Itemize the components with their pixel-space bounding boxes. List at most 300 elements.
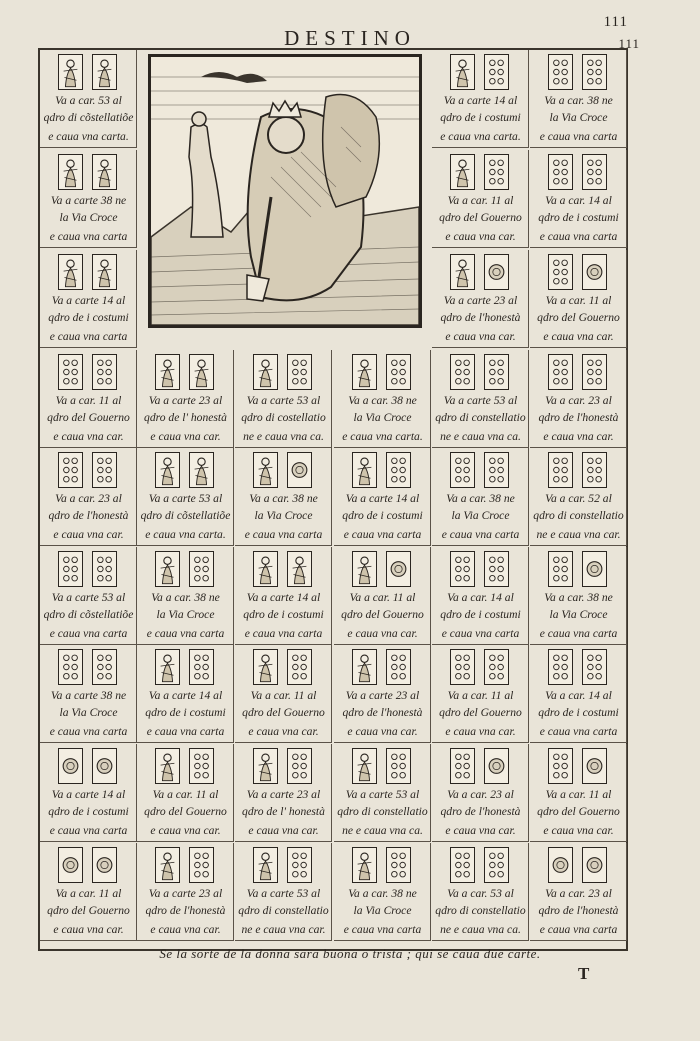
figure-card-icon [253, 452, 278, 488]
card-pair [530, 551, 626, 589]
card-pair [530, 54, 626, 92]
cell-text-line: la Via Croce [549, 111, 608, 124]
cell-text-line: la Via Croce [254, 509, 313, 522]
cell-text-line: Va a car. 11 al [55, 887, 122, 900]
figure-card-icon [189, 354, 214, 390]
figure-card-icon [58, 154, 83, 190]
cell-text-line: e caua vna carta [539, 627, 618, 640]
pips-card-icon [548, 551, 573, 587]
cell-text-line: e caua vna carta [539, 230, 618, 243]
table-cell [40, 744, 137, 842]
card-pair [432, 649, 528, 687]
cell-text-line: e caua vna carta. [342, 430, 423, 443]
table-cell [334, 547, 431, 645]
cell-text-line: Va a car. 38 ne [446, 492, 515, 505]
cell-text-line: e caua vna carta [244, 627, 323, 640]
footer-caption: Se la sorte de la donna sara buona o trista ; qui se caua due carte. [159, 946, 541, 961]
table-cell [137, 744, 234, 842]
figure-card-icon [287, 551, 312, 587]
cell-text-line: e caua vna car. [445, 230, 516, 243]
table-cell [40, 350, 137, 448]
cell-text-line: Va a car. 11 al [55, 394, 122, 407]
coin-card-icon [92, 847, 117, 883]
cell-text-line: Va a car. 14 al [447, 591, 514, 604]
cell-text-line: e caua vna carta [49, 230, 128, 243]
table-cell [432, 50, 529, 148]
pips-card-icon [92, 551, 117, 587]
card-pair [530, 254, 626, 292]
pips-card-icon [386, 748, 411, 784]
cell-text-line: Va a car. 23 al [545, 394, 612, 407]
pips-card-icon [582, 649, 607, 685]
cell-text-line: Va a carte 53 al [246, 394, 321, 407]
table-cell [334, 645, 431, 743]
cell-text-line: Va a car. 11 al [447, 689, 514, 702]
card-pair [235, 354, 331, 392]
cell-text-line: Va a car. 11 al [250, 689, 317, 702]
figure-card-icon [253, 748, 278, 784]
cell-text-line: la Via Croce [353, 904, 412, 917]
coin-card-icon [58, 847, 83, 883]
cell-text-line: qdro de l'honestà [538, 904, 619, 917]
table-cell [530, 350, 627, 448]
cell-text-line: qdro del Gouerno [439, 211, 522, 224]
cell-text-line: qdro de l'honestà [440, 805, 521, 818]
table-cell [40, 150, 137, 248]
cell-text-line: qdro del Gouerno [47, 904, 130, 917]
card-pair [137, 649, 233, 687]
cell-text-line: Va a car. 38 ne [544, 591, 613, 604]
cell-text-line: e caua vna car. [53, 923, 124, 936]
cell-text-line: qdro di costellatio [241, 411, 326, 424]
cell-text-line: qdro de i costumi [440, 608, 521, 621]
coin-card-icon [548, 847, 573, 883]
cell-text-line: qdro de i costumi [145, 706, 226, 719]
pips-card-icon [450, 748, 475, 784]
figure-card-icon [352, 748, 377, 784]
figure-card-icon [450, 254, 475, 290]
pips-card-icon [386, 452, 411, 488]
cell-text-line: e caua vna carta [539, 130, 618, 143]
cell-text-line: Va a car. 11 al [545, 788, 612, 801]
figure-card-icon [352, 649, 377, 685]
cell-text-line: Va a car. 38 ne [151, 591, 220, 604]
pips-card-icon [450, 847, 475, 883]
pips-card-icon [287, 354, 312, 390]
table-cell [432, 150, 529, 248]
pips-card-icon [189, 551, 214, 587]
pips-card-icon [582, 452, 607, 488]
pips-card-icon [484, 649, 509, 685]
coin-card-icon [582, 551, 607, 587]
cell-text-line: e caua vna carta [343, 923, 422, 936]
cell-text-line: Va a car. 23 al [447, 788, 514, 801]
cell-text-line: e caua vna carta. [145, 528, 226, 541]
pips-card-icon [58, 649, 83, 685]
cell-text-line: la Via Croce [353, 411, 412, 424]
cell-text-line: qdro del Gouerno [144, 805, 227, 818]
card-pair [334, 551, 430, 589]
cell-text-line: Va a car. 38 ne [348, 394, 417, 407]
figure-card-icon [189, 452, 214, 488]
card-pair [40, 54, 136, 92]
cell-text-line: ne e caua vna ca. [342, 824, 423, 837]
card-pair [432, 154, 528, 192]
table-cell [235, 448, 332, 546]
cell-text-line: ne e caua vna ca. [440, 430, 521, 443]
cell-text-line: Va a car. 14 al [545, 689, 612, 702]
table-cell [530, 547, 627, 645]
card-pair [40, 154, 136, 192]
cell-text-line: Va a carte 53 al [345, 788, 420, 801]
table-cell [137, 448, 234, 546]
table-cell [40, 50, 137, 148]
figure-card-icon [155, 649, 180, 685]
card-pair [432, 354, 528, 392]
pips-card-icon [548, 649, 573, 685]
figure-card-icon [352, 354, 377, 390]
cell-text-line: qdro del Gouerno [439, 706, 522, 719]
figure-card-icon [450, 54, 475, 90]
cell-text-line: qdro di cõstellatiõe [43, 608, 134, 621]
coin-card-icon [582, 748, 607, 784]
cell-text-line: e caua vna carta. [440, 130, 521, 143]
table-cell [40, 448, 137, 546]
cell-text-line: qdro de l' honestà [144, 411, 227, 424]
pips-card-icon [548, 748, 573, 784]
pips-card-icon [287, 748, 312, 784]
cell-text-line: Va a carte 23 al [148, 887, 223, 900]
pips-card-icon [582, 354, 607, 390]
table-cell [334, 843, 431, 941]
cell-text-line: Va a carte 53 al [246, 887, 321, 900]
pips-card-icon [548, 154, 573, 190]
cell-text-line: qdro de i costumi [48, 311, 129, 324]
cell-text-line: e caua vna carta [49, 725, 128, 738]
card-pair [530, 452, 626, 490]
pips-card-icon [484, 354, 509, 390]
cell-text-line: la Via Croce [59, 706, 118, 719]
cell-text-line: qdro di constellatio [435, 904, 526, 917]
card-pair [334, 748, 430, 786]
table-cell [235, 843, 332, 941]
coin-card-icon [484, 748, 509, 784]
cell-text-line: Va a car. 53 al [55, 94, 122, 107]
card-pair [137, 551, 233, 589]
page-title: DESTINO [284, 26, 416, 50]
pips-card-icon [548, 354, 573, 390]
pips-card-icon [287, 847, 312, 883]
cell-text-line: qdro di constellatio [435, 411, 526, 424]
cell-text-line: Va a carte 14 al [51, 788, 126, 801]
cell-text-line: qdro di cõstellatiõe [140, 509, 231, 522]
cell-text-line: qdro de l'honestà [538, 411, 619, 424]
cell-text-line: e caua vna car. [53, 528, 124, 541]
table-cell [530, 843, 627, 941]
table-cell [40, 843, 137, 941]
cell-text-line: e caua vna carta [146, 627, 225, 640]
cell-text-line: qdro de i costumi [440, 111, 521, 124]
table-cell [137, 350, 234, 448]
cell-text-line: e caua vna car. [445, 330, 516, 343]
card-pair [40, 847, 136, 885]
figure-card-icon [352, 847, 377, 883]
coin-card-icon [386, 551, 411, 587]
table-cell [235, 744, 332, 842]
cell-text-line: e caua vna carta [49, 627, 128, 640]
cell-text-line: Va a car. 11 al [545, 294, 612, 307]
pips-card-icon [484, 54, 509, 90]
pips-card-icon [386, 649, 411, 685]
table-cell [432, 843, 529, 941]
card-pair [235, 551, 331, 589]
card-pair [137, 354, 233, 392]
cell-text-line: Va a car. 23 al [545, 887, 612, 900]
cell-text-line: ne e caua vna ca. [440, 923, 521, 936]
cell-text-line: la Via Croce [59, 211, 118, 224]
table-cell [530, 744, 627, 842]
pips-card-icon [548, 54, 573, 90]
coin-card-icon [287, 452, 312, 488]
card-pair [530, 354, 626, 392]
figure-card-icon [253, 354, 278, 390]
pips-card-icon [582, 54, 607, 90]
card-pair [432, 452, 528, 490]
cell-text-line: e caua vna car. [53, 430, 124, 443]
cell-text-line: la Via Croce [156, 608, 215, 621]
cell-text-line: e caua vna car. [543, 330, 614, 343]
cell-text-line: Va a carte 14 al [51, 294, 126, 307]
table-cell [334, 744, 431, 842]
figure-card-icon [450, 154, 475, 190]
card-pair [235, 847, 331, 885]
table-cell [235, 350, 332, 448]
cell-text-line: Va a carte 14 al [148, 689, 223, 702]
pips-card-icon [484, 847, 509, 883]
pips-card-icon [189, 748, 214, 784]
table-cell [235, 645, 332, 743]
pips-card-icon [386, 847, 411, 883]
card-pair [40, 254, 136, 292]
card-pair [40, 452, 136, 490]
card-pair [235, 452, 331, 490]
pips-card-icon [189, 847, 214, 883]
cell-text-line: Va a car. 23 al [55, 492, 122, 505]
table-cell [137, 645, 234, 743]
cell-text-line: ne e caua vna car. [536, 528, 621, 541]
cell-text-line: e caua vna car. [543, 430, 614, 443]
card-pair [137, 847, 233, 885]
cell-text-line: qdro del Gouerno [341, 608, 424, 621]
figure-card-icon [92, 254, 117, 290]
figure-card-icon [58, 254, 83, 290]
coin-card-icon [582, 254, 607, 290]
cell-text-line: qdro del Gouerno [242, 706, 325, 719]
coin-card-icon [582, 847, 607, 883]
card-pair [334, 649, 430, 687]
figure-card-icon [155, 551, 180, 587]
cell-text-line: e caua vna car. [445, 725, 516, 738]
card-pair [432, 551, 528, 589]
cell-text-line: Va a carte 53 al [443, 394, 518, 407]
figure-card-icon [58, 54, 83, 90]
cell-text-line: Va a car. 38 ne [544, 94, 613, 107]
card-pair [432, 54, 528, 92]
pips-card-icon [484, 154, 509, 190]
card-pair [432, 847, 528, 885]
card-pair [530, 847, 626, 885]
pips-card-icon [58, 452, 83, 488]
cell-text-line: qdro del Gouerno [537, 805, 620, 818]
cell-text-line: qdro de i costumi [243, 608, 324, 621]
cell-text-line: e caua vna car. [150, 923, 221, 936]
pips-card-icon [548, 452, 573, 488]
table-cell [432, 744, 529, 842]
cell-text-line: Va a carte 23 al [443, 294, 518, 307]
card-pair [432, 254, 528, 292]
figure-card-icon [253, 847, 278, 883]
figure-card-icon [155, 452, 180, 488]
pips-card-icon [548, 254, 573, 290]
cell-text-line: Va a car. 38 ne [348, 887, 417, 900]
figure-card-icon [253, 649, 278, 685]
table-cell [40, 645, 137, 743]
cell-text-line: qdro de i costumi [342, 509, 423, 522]
coin-card-icon [58, 748, 83, 784]
pips-card-icon [92, 354, 117, 390]
cell-text-line: qdro di constellatio [238, 904, 329, 917]
cell-text-line: qdro de i costumi [48, 805, 129, 818]
card-pair [334, 452, 430, 490]
pips-card-icon [92, 649, 117, 685]
cell-text-line: la Via Croce [549, 608, 608, 621]
table-cell [530, 50, 627, 148]
cell-text-line: e caua vna car. [248, 824, 319, 837]
pips-card-icon [386, 354, 411, 390]
cell-text-line: la Via Croce [451, 509, 510, 522]
card-pair [235, 649, 331, 687]
cell-text-line: qdro di cõstellatiõe [43, 111, 134, 124]
table-cell [40, 250, 137, 348]
card-pair [137, 748, 233, 786]
cell-text-line: e caua vna car. [150, 430, 221, 443]
table-cell [530, 448, 627, 546]
cell-text-line: e caua vna carta [49, 330, 128, 343]
cell-text-line: Va a car. 11 al [349, 591, 416, 604]
cell-text-line: qdro de l'honestà [145, 904, 226, 917]
figure-card-icon [253, 551, 278, 587]
cell-text-line: Va a car. 52 al [545, 492, 612, 505]
cell-text-line: Va a carte 53 al [148, 492, 223, 505]
cell-text-line: Va a carte 38 ne [50, 689, 127, 702]
figure-card-icon [92, 154, 117, 190]
cell-text-line: Va a carte 53 al [51, 591, 126, 604]
cell-text-line: e caua vna carta [49, 824, 128, 837]
figure-card-icon [155, 847, 180, 883]
table-cell [137, 843, 234, 941]
table-cell [432, 547, 529, 645]
cell-text-line: e caua vna carta [539, 725, 618, 738]
signature-mark: T [578, 964, 590, 983]
cell-text-line: ne e caua vna car. [241, 923, 326, 936]
card-pair [40, 748, 136, 786]
cell-text-line: qdro de l'honestà [440, 311, 521, 324]
pips-card-icon [189, 649, 214, 685]
page-number-repeat: 111 [618, 36, 640, 51]
cell-text-line: qdro de i costumi [538, 706, 619, 719]
cell-text-line: ne e caua vna ca. [243, 430, 324, 443]
cell-text-line: e caua vna carta [441, 627, 520, 640]
cell-text-line: Va a carte 23 al [246, 788, 321, 801]
cell-text-line: Va a car. 53 al [447, 887, 514, 900]
cell-text-line: Va a car. 38 ne [249, 492, 318, 505]
cell-text-line: qdro del Gouerno [537, 311, 620, 324]
pips-card-icon [450, 354, 475, 390]
pips-card-icon [287, 649, 312, 685]
card-pair [334, 354, 430, 392]
table-cell [432, 250, 529, 348]
cell-text-line: Va a carte 14 al [246, 591, 321, 604]
cell-text-line: qdro de l' honestà [242, 805, 325, 818]
cell-text-line: e caua vna carta [539, 923, 618, 936]
pips-card-icon [450, 452, 475, 488]
cell-text-line: e caua vna car. [347, 627, 418, 640]
coin-card-icon [92, 748, 117, 784]
cell-text-line: e caua vna carta. [48, 130, 129, 143]
table-cell [334, 350, 431, 448]
cell-text-line: qdro di constellatio [533, 509, 624, 522]
cell-text-line: qdro de l'honestà [48, 509, 129, 522]
pips-card-icon [58, 354, 83, 390]
cell-text-line: Va a car. 11 al [152, 788, 219, 801]
cell-text-line: e caua vna carta [146, 725, 225, 738]
table-cell [530, 250, 627, 348]
table-cell [432, 448, 529, 546]
pips-card-icon [58, 551, 83, 587]
figure-card-icon [155, 748, 180, 784]
pips-card-icon [484, 452, 509, 488]
pips-card-icon [92, 452, 117, 488]
card-pair [235, 748, 331, 786]
figure-card-icon [352, 551, 377, 587]
figure-card-icon [155, 354, 180, 390]
cell-text-line: e caua vna carta [244, 528, 323, 541]
card-pair [432, 748, 528, 786]
cell-text-line: qdro de i costumi [538, 211, 619, 224]
cell-text-line: qdro di constellatio [337, 805, 428, 818]
pips-card-icon [484, 551, 509, 587]
card-pair [137, 452, 233, 490]
table-cell [432, 645, 529, 743]
cell-text-line: e caua vna car. [248, 725, 319, 738]
table-cell [530, 150, 627, 248]
table-cell [40, 547, 137, 645]
cell-text-line: qdro de l'honestà [342, 706, 423, 719]
table-cell [235, 547, 332, 645]
card-pair [40, 354, 136, 392]
cell-text-line: e caua vna carta [441, 528, 520, 541]
cell-text-line: Va a car. 11 al [447, 194, 514, 207]
pips-card-icon [450, 649, 475, 685]
cell-text-line: Va a carte 23 al [148, 394, 223, 407]
table-cell [137, 547, 234, 645]
cell-text-line: Va a carte 23 al [345, 689, 420, 702]
card-pair [530, 748, 626, 786]
cell-text-line: Va a car. 14 al [545, 194, 612, 207]
page-number: 111 [603, 14, 628, 30]
card-pair [334, 847, 430, 885]
woodcut-illustration [148, 54, 422, 328]
